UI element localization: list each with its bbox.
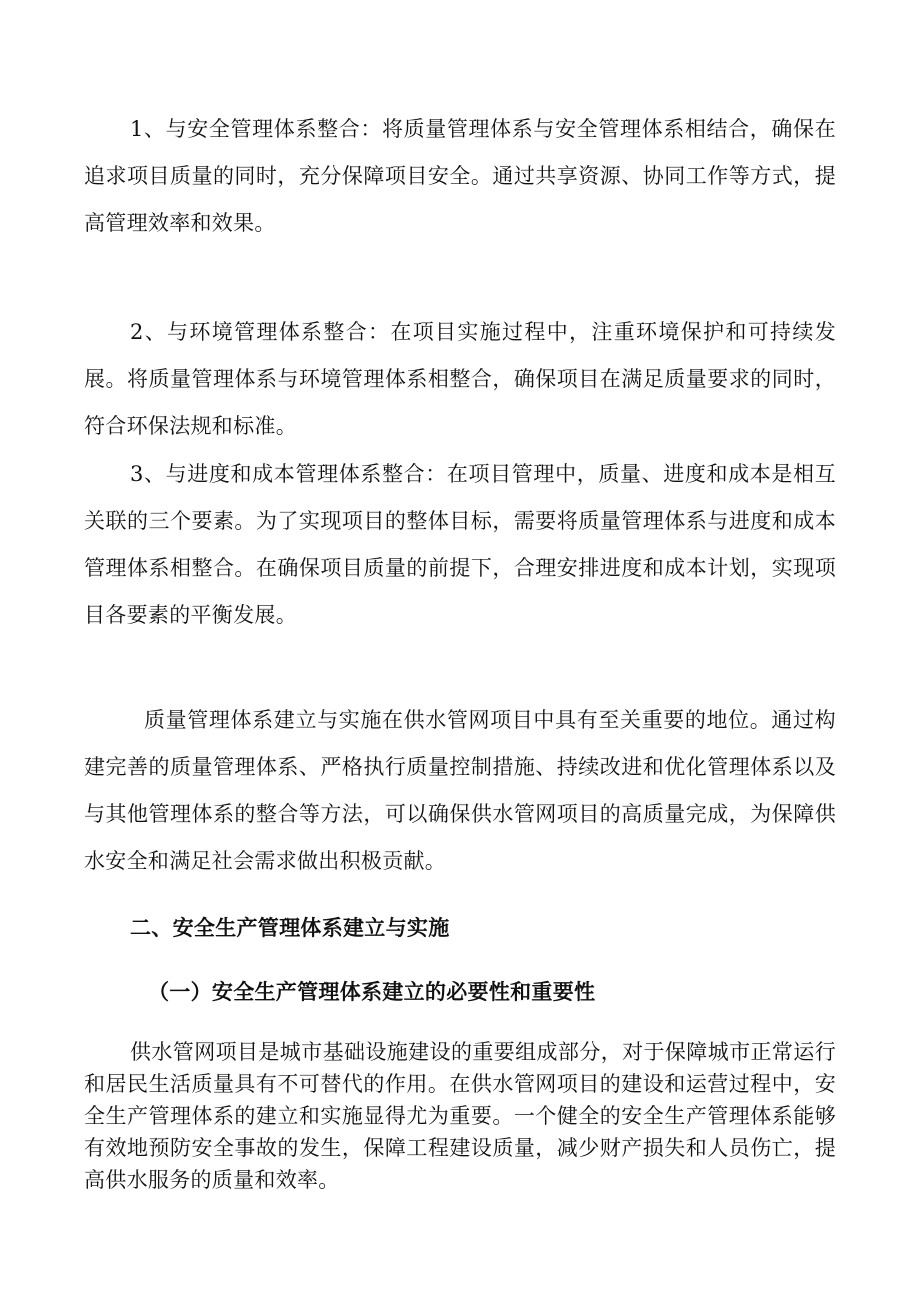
section-heading: 二、安全生产管理体系建立与实施 xyxy=(130,915,450,940)
paragraph-environment-integration: 2、与环境管理体系整合：在项目实施过程中，注重环境保护和可持续发展。将质量管理体系与环境管理体系相整合，确保项目在满足质量要求的同时，符合环保法规和标准。 xyxy=(84,320,836,438)
paragraph-safety-integration: 1、与安全管理体系整合：将质量管理体系与安全管理体系相结合，确保在追求项目质量的同时，充分保障项目安全。通过共享资源、协同工作等方式，提高管理效率和效果。 xyxy=(84,117,836,235)
paragraph-quality-summary: 质量管理体系建立与实施在供水管网项目中具有至关重要的地位。通过构建完善的质量管理体系、严格执行质量控制措施、持续改进和优化管理体系以及与其他管理体系的整合等方法，可以确保供水管网项目的高质量完成，为保障供水安全和满足社会需求做出积极贡献。 xyxy=(84,708,836,873)
subsection-heading: （一）安全生产管理体系建立的必要性和重要性 xyxy=(148,979,596,1004)
paragraph-necessity: 供水管网项目是城市基础设施建设的重要组成部分，对于保障城市正常运行和居民生活质量具有不可替代的作用。在供水管网项目的建设和运营过程中，安全生产管理体系的建立和实施显得尤为重要。一个健全的安全生产管理体系能够有效地预防安全事故的发生，保障工程建设质量，减少财产损失和人员伤亡，提高供水服务的质量和效率。 xyxy=(84,1040,836,1192)
paragraph-schedule-cost-integration: 3、与进度和成本管理体系整合：在项目管理中，质量、进度和成本是相互关联的三个要素。为了实现项目的整体目标，需要将质量管理体系与进度和成本管理体系相整合。在确保项目质量的前提下，合理安排进度和成本计划，实现项目各要素的平衡发展。 xyxy=(84,462,836,627)
